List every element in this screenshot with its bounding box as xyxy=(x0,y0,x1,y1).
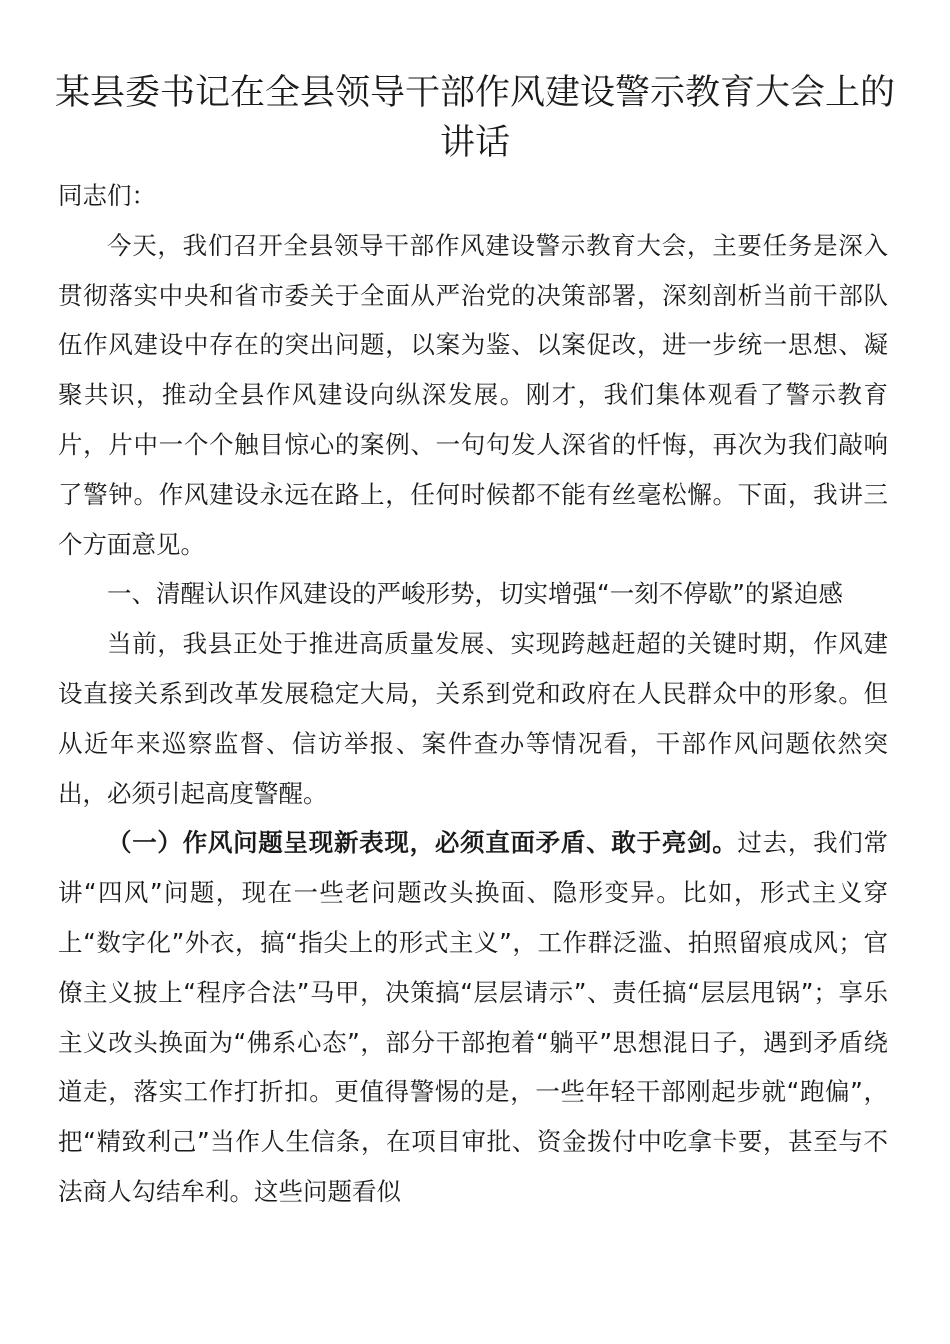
subsection-one-text: 过去，我们常讲“四风”问题，现在一些老问题改头换面、隐形变异。比如，形式主义穿上“数字化”外衣，搞“指尖上的形式主义”，工作群泛滥、拍照留痕成风；官僚主义披上“程序合法”马甲，决策搞“层层请示”、责任搞“层层甩锅”；享乐主义改头换面为“佛系心态”，部分干部抱着“躺平”思想混日子，遇到矛盾绕道走，落实工作打折扣。更值得警惕的是，一些年轻干部刚起步就“跑偏”，把“精致利己”当作人生信条，在项目审批、资金拨付中吃拿卡要，甚至与不法商人勾结牟利。这些问题看似 xyxy=(58,828,889,1206)
section-one-heading: 一、清醒认识作风建设的严峻形势，切实增强“一刻不停歇”的紧迫感 xyxy=(107,579,843,609)
section-one-paragraph: 当前，我县正处于推进高质量发展、实现跨越赶超的关键时期，作风建设直接关系到改革发展稳定大局，关系到党和政府在人民群众中的形象。但从近年来巡察监督、信访举报、案件查办等情况看，干部作风问题依然突出，必须引起高度警醒。 xyxy=(58,629,888,808)
document-title: 某县委书记在全县领导干部作风建设警示教育大会上的讲话 xyxy=(54,73,895,163)
subsection-one-paragraph xyxy=(58,818,888,1216)
document-body xyxy=(58,171,888,1217)
salutation: 同志们： xyxy=(58,181,156,210)
intro-paragraph: 今天，我们召开全县领导干部作风建设警示教育大会，主要任务是深入贯彻落实中央和省市委关于全面从严治党的决策部署，深刻剖析当前干部队伍作风建设中存在的突出问题，以案为鉴、以案促改，进一步统一思想、凝聚共识，推动全县作风建设向纵深发展。刚才，我们集体观看了警示教育片，片中一个个触目惊心的案例、一句句发人深省的忏悔，再次为我们敲响了警钟。作风建设永远在路上，任何时候都不能有丝毫松懈。下面，我讲三个方面意见。 xyxy=(58,230,888,559)
subsection-one-lead: （一）作风问题呈现新表现，必须直面矛盾、敢于亮剑。 xyxy=(107,828,738,858)
